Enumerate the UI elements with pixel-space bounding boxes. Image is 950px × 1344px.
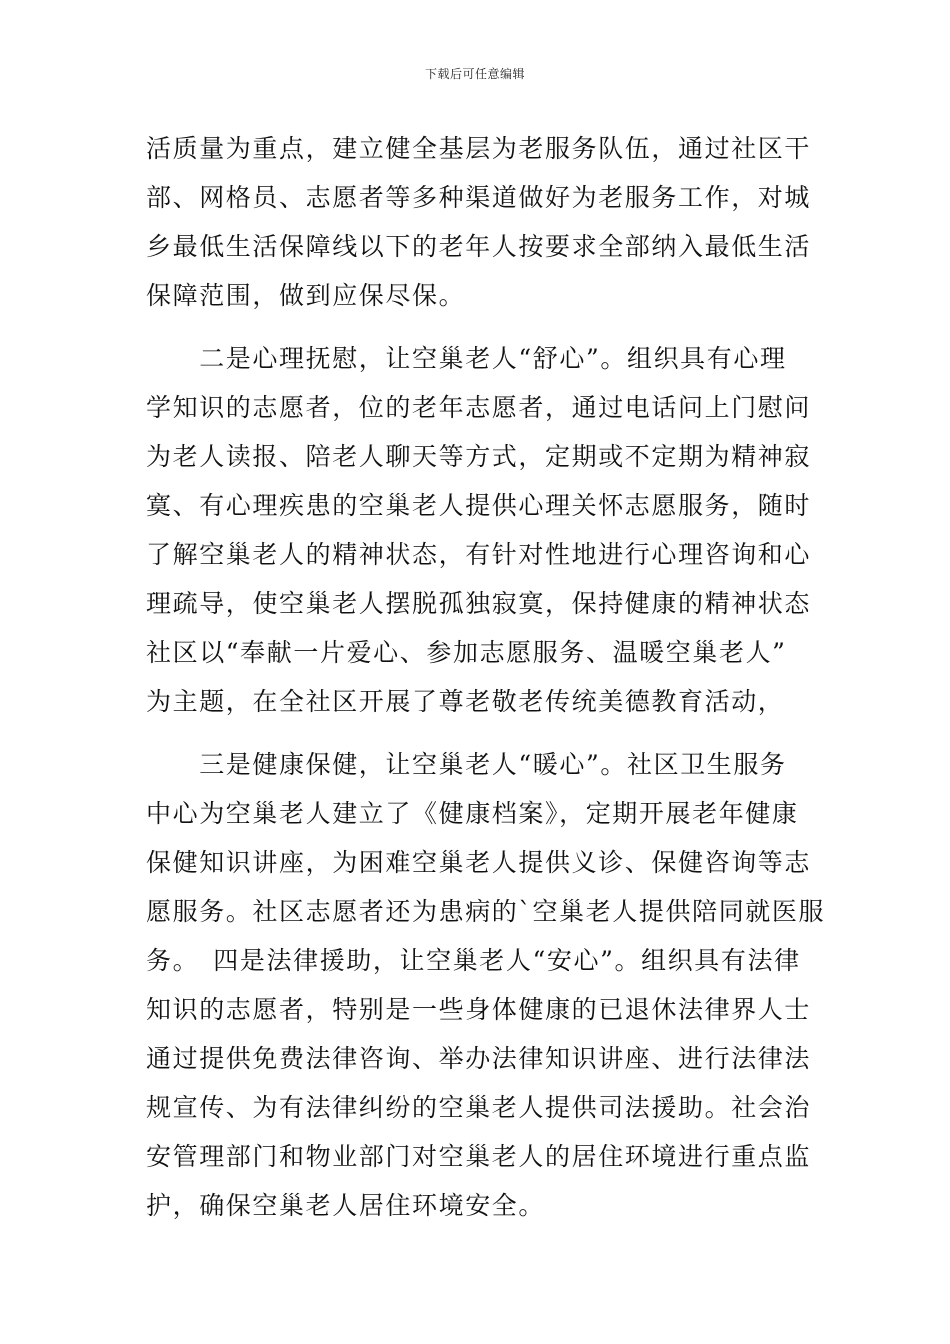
document-body: [146, 124, 826, 1230]
paragraph-3: [146, 740, 826, 1230]
text-line: 为老人读报、陪老人聊天等方式，定期或不定期为精神寂: [146, 442, 812, 471]
text-line: 愿服务。社区志愿者还为患病的`空巢老人提供陪同就医服: [146, 897, 826, 926]
text-line: 通过提供免费法律咨询、举办法律知识讲座、进行法律法: [146, 1044, 812, 1073]
paragraph-1: [146, 124, 818, 320]
text-line: 学知识的志愿者，位的老年志愿者，通过电话问上门慰问: [146, 393, 812, 422]
text-line: 为主题，在全社区开展了尊老敬老传统美德教育活动，: [146, 687, 785, 716]
text-line: 社区以“奉献一片爱心、参加志愿服务、温暖空巢老人”: [146, 638, 787, 667]
text-line: 二是心理抚慰，让空巢老人“舒心”。组织具有心理: [146, 344, 787, 373]
text-line: 务。 四是法律援助，让空巢老人“安心”。组织具有法律: [146, 946, 801, 975]
text-line: 三是健康保健，让空巢老人“暖心”。社区卫生服务: [146, 750, 787, 779]
text-line: 寞、有心理疾患的空巢老人提供心理关怀志愿服务，随时: [146, 491, 812, 520]
text-line: 理疏导，使空巢老人摆脱孤独寂寞，保持健康的精神状态: [146, 589, 812, 618]
page-header: 下载后可任意编辑: [424, 67, 525, 81]
text-line: 知识的志愿者，特别是一些身体健康的已退休法律界人士: [146, 995, 812, 1024]
paragraph-2: [146, 334, 818, 726]
text-line: 乡最低生活保障线以下的老年人按要求全部纳入最低生活: [146, 232, 812, 261]
text-line: 了解空巢老人的精神状态，有针对性地进行心理咨询和心: [146, 540, 812, 569]
text-line: 规宣传、为有法律纠纷的空巢老人提供司法援助。社会治: [146, 1093, 812, 1122]
text-line: 活质量为重点，建立健全基层为老服务队伍，通过社区干: [146, 134, 812, 163]
text-line: 保障范围，做到应保尽保。: [146, 281, 466, 310]
text-line: 保健知识讲座，为困难空巢老人提供义诊、保健咨询等志: [146, 848, 812, 877]
text-line: 安管理部门和物业部门对空巢老人的居住环境进行重点监: [146, 1142, 812, 1171]
text-line: 部、网格员、志愿者等多种渠道做好为老服务工作，对城: [146, 183, 812, 212]
text-line: 护，确保空巢老人居住环境安全。: [146, 1191, 546, 1220]
text-line: 中心为空巢老人建立了《健康档案》，定期开展老年健康: [146, 799, 799, 828]
